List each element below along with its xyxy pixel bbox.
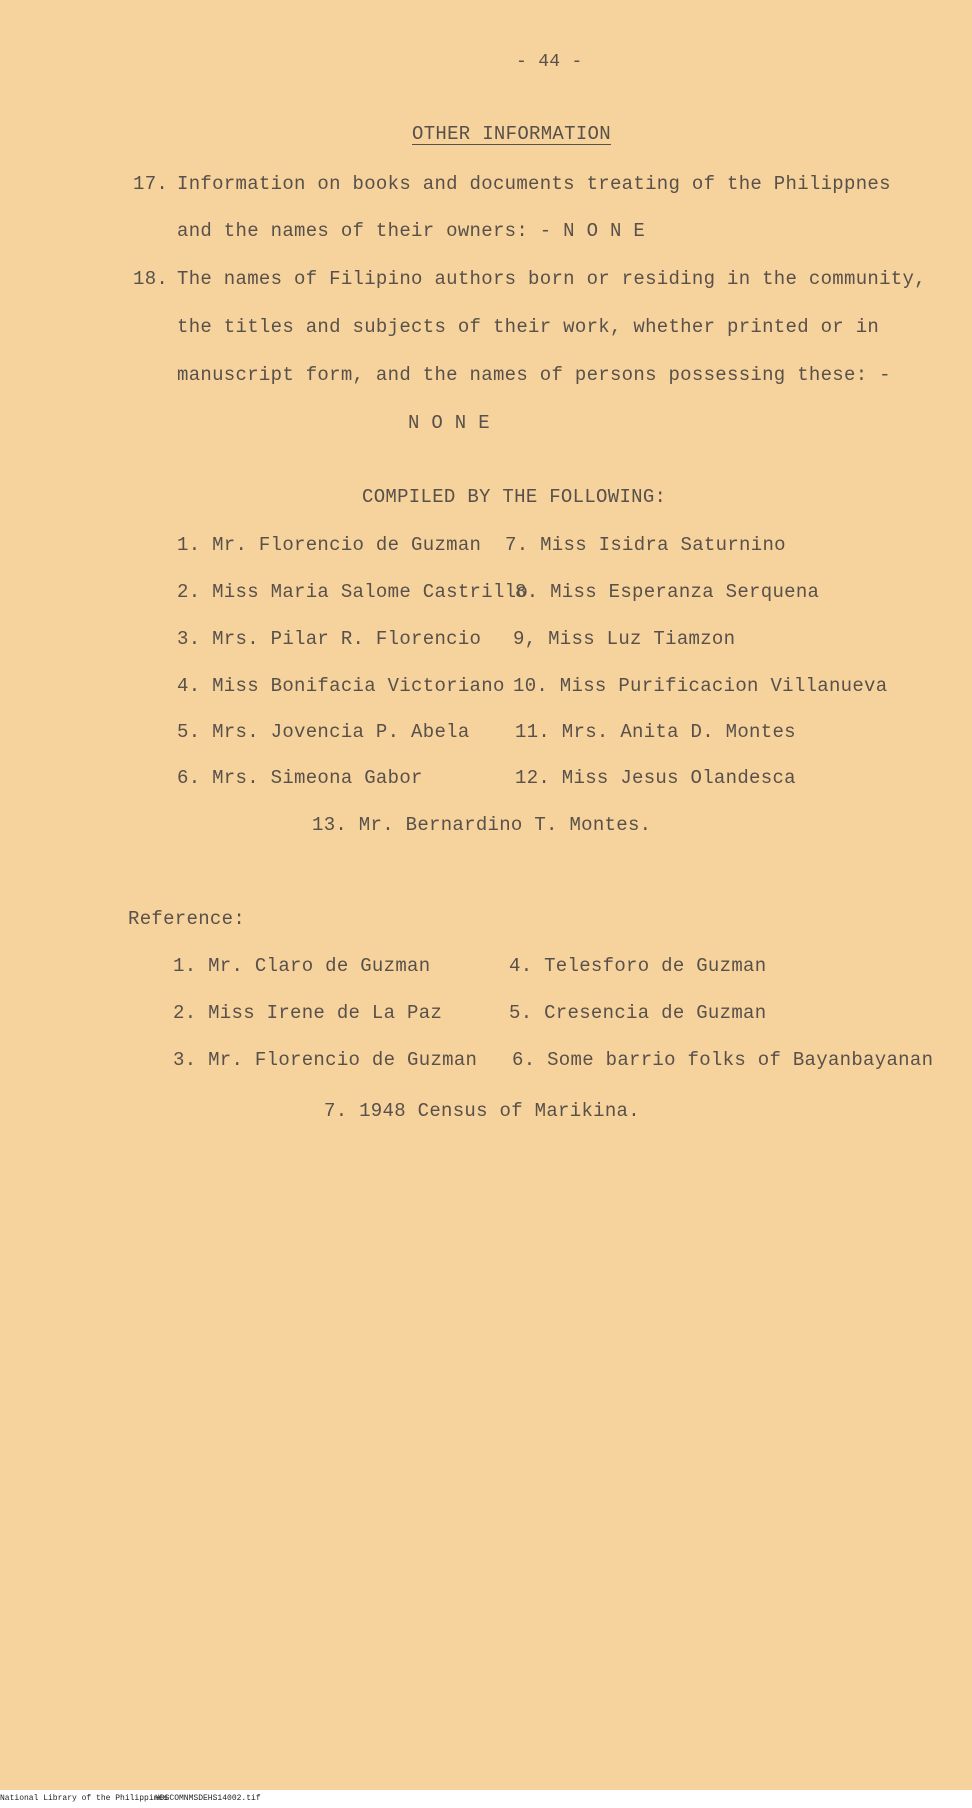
footer-library: National Library of the Philippines: [0, 1794, 169, 1803]
compiler-13: 13. Mr. Bernardino T. Montes.: [312, 814, 652, 836]
compiled-heading: COMPILED BY THE FOLLOWING:: [362, 486, 667, 508]
compiler-12: 12. Miss Jesus Olandesca: [515, 767, 796, 789]
item-17-number: 17.: [133, 173, 169, 195]
item-17-line-2: and the names of their owners: - N O N E: [177, 220, 646, 242]
reference-7: 7. 1948 Census of Marikina.: [324, 1100, 640, 1122]
compiler-4: 4. Miss Bonifacia Victoriano: [177, 675, 505, 697]
compiler-2: 2. Miss Maria Salome Castrillo: [177, 581, 529, 603]
compiler-3: 3. Mrs. Pilar R. Florencio: [177, 628, 482, 650]
item-17-line-1: Information on books and documents treating of the Philippnes: [177, 173, 891, 195]
compiler-5: 5. Mrs. Jovencia P. Abela: [177, 721, 470, 743]
compiler-11: 11. Mrs. Anita D. Montes: [515, 721, 796, 743]
reference-4: 4. Telesforo de Guzman: [509, 955, 767, 977]
page-number: - 44 -: [516, 52, 583, 72]
compiler-1: 1. Mr. Florencio de Guzman: [177, 534, 482, 556]
reference-3: 3. Mr. Florencio de Guzman: [173, 1049, 478, 1071]
section-title: OTHER INFORMATION: [412, 123, 611, 145]
compiler-6: 6. Mrs. Simeona Gabor: [177, 767, 423, 789]
item-18-line-3: manuscript form, and the names of persons possessing these: -: [177, 364, 891, 386]
compiler-7: 7. Miss Isidra Saturnino: [505, 534, 786, 556]
item-18-number: 18.: [133, 268, 169, 290]
reference-2: 2. Miss Irene de La Paz: [173, 1002, 443, 1024]
item-18-answer: N O N E: [408, 412, 490, 434]
compiler-10: 10. Miss Purificacion Villanueva: [513, 675, 888, 697]
item-18-line-1: The names of Filipino authors born or residing in the community,: [177, 268, 926, 290]
reference-5: 5. Cresencia de Guzman: [509, 1002, 767, 1024]
reference-1: 1. Mr. Claro de Guzman: [173, 955, 431, 977]
item-18-line-2: the titles and subjects of their work, whether printed or in: [177, 316, 880, 338]
compiler-9: 9, Miss Luz Tiamzon: [513, 628, 736, 650]
footer-file-code: HDSCOMNMSDEHS14002.tif: [155, 1794, 261, 1803]
reference-heading: Reference:: [128, 908, 246, 930]
compiler-8: 8. Miss Esperanza Serquena: [515, 581, 820, 603]
reference-6: 6. Some barrio folks of Bayanbayanan: [512, 1049, 934, 1071]
scan-footer: [0, 1792, 972, 1808]
